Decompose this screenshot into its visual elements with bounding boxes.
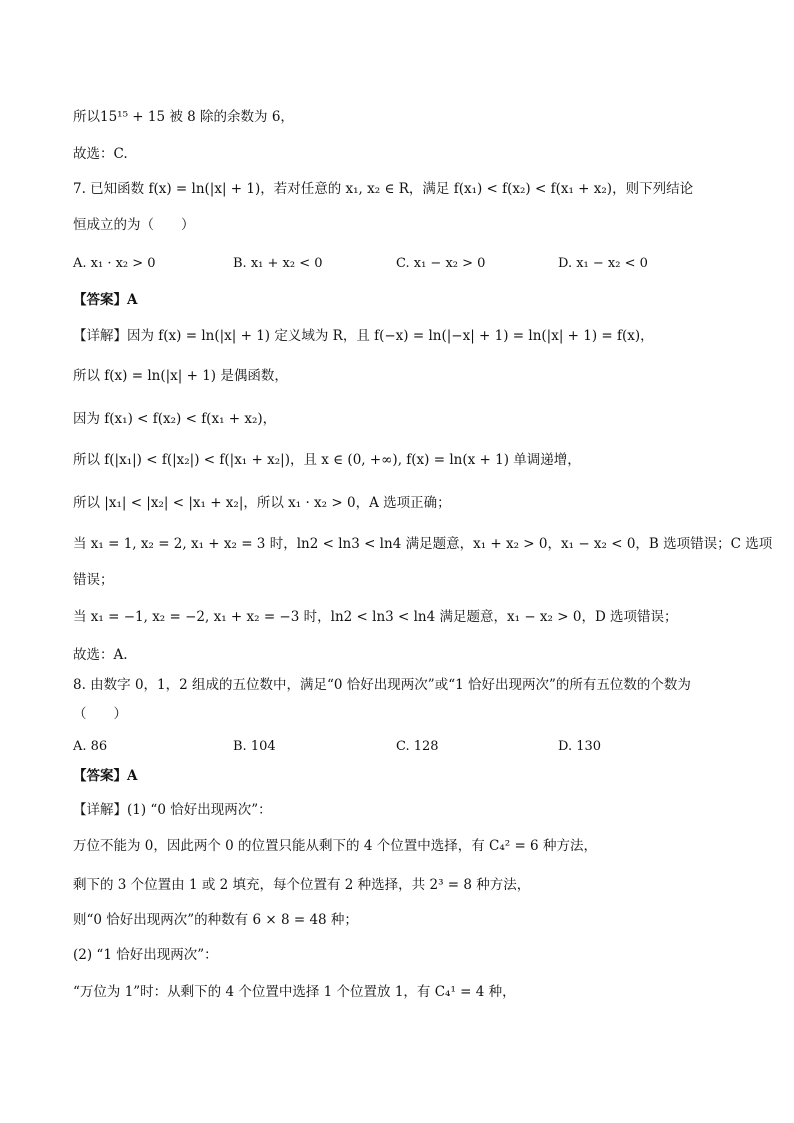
q8-option-d: D. 130 [558,739,602,754]
q7-detail-3: 因为 f(x₁) < f(x₂) < f(x₁ + x₂)， [73,411,277,427]
q8-option-a: A. 86 [73,739,108,754]
q7-detail-5: 所以 |x₁| < |x₂| < |x₁ + x₂|，所以 x₁ · x₂ > 0，A 选项正确； [73,495,451,511]
question-7-stem: 7. 已知函数 f(x) = ln(|x| + 1)，若对任意的 x₁, x₂ ∈ R，满足 f(x₁) < f(x₂) < f(x₁ + x₂)，则下列结论 [73,181,694,197]
q8-option-b: B. 104 [233,739,276,754]
q7-option-b: B. x₁ + x₂ < 0 [233,256,323,271]
q7-answer: 【答案】A [73,292,138,308]
q8-detail-2: 万位不能为 0，因此两个 0 的位置只能从剩下的 4 个位置中选择，有 C₄² = 6 种方法， [73,838,597,854]
q8-answer: 【答案】A [73,768,138,784]
q7-detail-7: 当 x₁ = −1, x₂ = −2, x₁ + x₂ = −3 时，ln2 < ln3 < ln4 满足题意，x₁ − x₂ > 0，D 选项错误； [73,609,678,625]
text-line-answer-choice: 故选：C. [73,146,128,162]
q8-detail-1: 【详解】(1) “0 恰好出现两次”： [73,802,272,818]
q8-detail-6: “万位为 1”时：从剩下的 4 个位置中选择 1 个位置放 1，有 C₄¹ = 4 种， [73,984,516,1000]
q7-detail-2: 所以 f(x) = ln(|x| + 1) 是偶函数， [73,368,288,384]
question-8-stem-cont: （ ） [73,706,127,722]
q7-option-a: A. x₁ · x₂ > 0 [73,256,156,271]
question-8-stem: 8. 由数字 0，1，2 组成的五位数中，满足“0 恰好出现两次”或“1 恰好出现两次”的所有五位数的个数为 [73,677,691,693]
q7-detail-6: 当 x₁ = 1, x₂ = 2, x₁ + x₂ = 3 时，ln2 < ln3 < ln4 满足题意，x₁ + x₂ > 0，x₁ − x₂ < 0，B 选项错误；C 选项 [73,536,773,552]
q7-option-d: D. x₁ − x₂ < 0 [558,256,648,271]
q8-detail-3: 剩下的 3 个位置由 1 或 2 填充，每个位置有 2 种选择，共 2³ = 8 种方法， [73,877,531,893]
q8-detail-4: 则“0 恰好出现两次”的种数有 6 × 8 = 48 种； [73,912,358,928]
q7-option-c: C. x₁ − x₂ > 0 [396,256,486,271]
question-7-stem-cont: 恒成立的为（ ） [73,217,195,233]
q7-detail-4: 所以 f(|x₁|) < f(|x₂|) < f(|x₁ + x₂|)，且 x ∈ (0, +∞), f(x) = ln(x + 1) 单调递增， [73,452,581,468]
text-line-remainder: 所以15¹⁵ + 15 被 8 除的余数为 6， [73,109,294,125]
q7-detail-1: 【详解】因为 f(x) = ln(|x| + 1) 定义域为 R，且 f(−x) = ln(|−x| + 1) = ln(|x| + 1) = f(x)， [73,328,654,344]
q8-option-c: C. 128 [396,739,439,754]
q7-detail-6-cont: 错误； [73,572,114,588]
q8-detail-5: (2) “1 恰好出现两次”： [73,947,218,963]
q7-conclusion: 故选：A. [73,647,128,663]
